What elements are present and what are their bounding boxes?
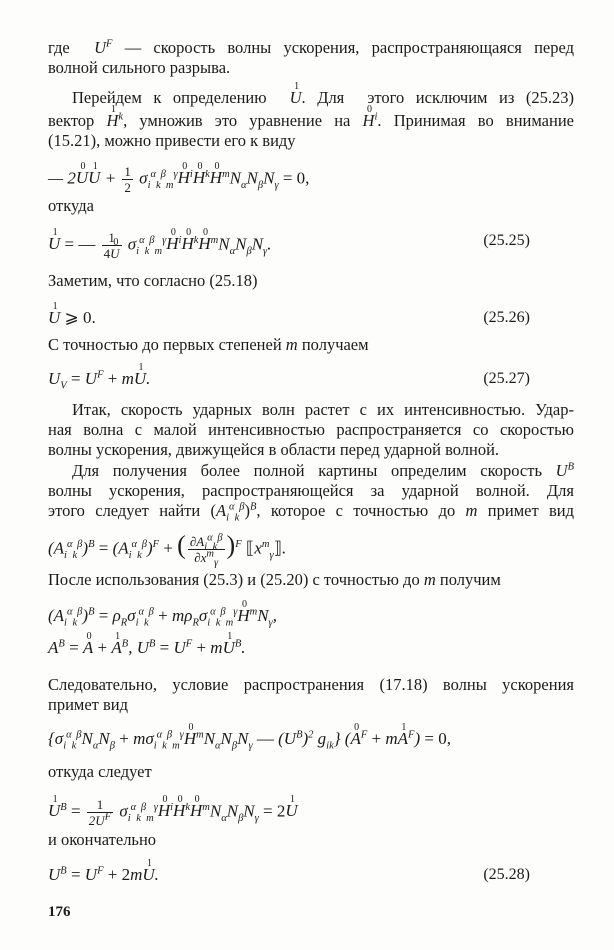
text-line: Для получения более полной картины определим скорость $U^B$ [72, 461, 574, 480]
equation: 1 U ⩾ 0. (25.26) [48, 307, 574, 329]
text-line: ная волна с малой интенсивностью распространяется со скоростью [48, 420, 574, 439]
equation: $A^B = 0$ A + 1 $A^B$, $U^B = U^F + m1$ $U^B$. [48, 637, 574, 659]
equation-number: (25.28) [483, 866, 530, 883]
equation: $(A_i^\alpha_k^\beta)^B = \rho_R\sigma_i^\alpha_k^\beta + m\rho_R\sigma_i^\alpha_k^\beta_m^\gamma 0$ $H^mN_\gamma$, [48, 605, 574, 627]
text-line: После использования (25.3) и (25.20) с точностью до m получим [48, 570, 501, 589]
equation: — 20 U1 U + $\frac{1}{2}$ $\sigma_i^\alpha_k^\beta_m^\gamma 0$ $H^i0$ $H^k0$ $H^mN_\alpha N_\beta N_\gamma = 0$, [48, 164, 574, 195]
text-line: примет вид [48, 695, 129, 714]
text-line: С точностью до первых степеней m получаем [48, 335, 369, 354]
text-line: Перейдем к определению 1 U. Для этого исключим из (25.23) [72, 88, 574, 108]
equation: $U_V = U^F + m1$ U. (25.27) [48, 368, 574, 390]
text-line: откуда следует [48, 762, 152, 781]
equation-number: (25.26) [483, 309, 530, 326]
text-line: этого следует найти $(A_i^\alpha_k^\beta)^B$, которое с точностью до m примет вид [48, 501, 575, 524]
text-line: Следовательно, условие распространения (17.18) волны ускорения [48, 675, 574, 694]
equation: {$\sigma_i^\alpha_k^\beta N_\alpha N_\beta + m\sigma_i^\alpha_k^\beta_m^\gamma 0$ $H^mN_\alpha N_\beta N_\gamma$ — $(U^B)^2$ $g_{ik}$} (0 $A^F + m1$ $A^F) = 0$, [48, 728, 574, 750]
text-line: вектор 1 $H^k$, умножив это уравнение на 0 $H^i$. Принимая во внимание [48, 111, 574, 131]
text-line: волны ускорения, движущейся в области перед ударной волной. [48, 440, 500, 459]
text-line: откуда [48, 196, 94, 215]
text-line: Итак, скорость ударных волн растет с их интенсивностью. Удар- [72, 400, 574, 419]
equation-number: (25.27) [483, 370, 530, 387]
text-line: где $U^F$ — скорость волны ускорения, распространяющаяся перед [48, 38, 574, 57]
text-line: (15.21), можно привести его к виду [48, 131, 296, 150]
equation: 1 $U^B$ = $\frac{1}{2U^F}$ $\sigma_i^\alpha_k^\beta_m^\gamma 0$ $H^i0$ $H^k0$ $H^mN_\alpha N_\beta N_\gamma = 21$ U [48, 797, 574, 828]
text-line: волной сильного разрыва. [48, 58, 231, 77]
page-number: 176 [48, 904, 71, 920]
equation: $U^B = U^F + 2m1$ U. (25.28) [48, 864, 574, 886]
text-line: и окончательно [48, 830, 157, 849]
text-line: волны ускорения, распространяющейся за ударной волной. Для [48, 481, 574, 500]
equation: 1 U = — $\frac{1}{40 U}$ $\sigma_i^\alpha_k^\beta_m^\gamma 0$ $H^i0$ $H^k0$ $H^mN_\alpha N_\beta N_\gamma$. (25.25) [48, 230, 574, 261]
equation-number: (25.25) [483, 232, 530, 249]
equation: $(A_i^\alpha_k^\beta)^B = (A_i^\alpha_k^\beta)^F$ + ( $\frac{\partial A_i^\alpha_k^\beta}{\partial x^m_\gamma}$ )$^F$ $⟦x^m_\gamma⟧$. [48, 530, 287, 569]
text-line: Заметим, что согласно (25.18) [48, 271, 258, 290]
